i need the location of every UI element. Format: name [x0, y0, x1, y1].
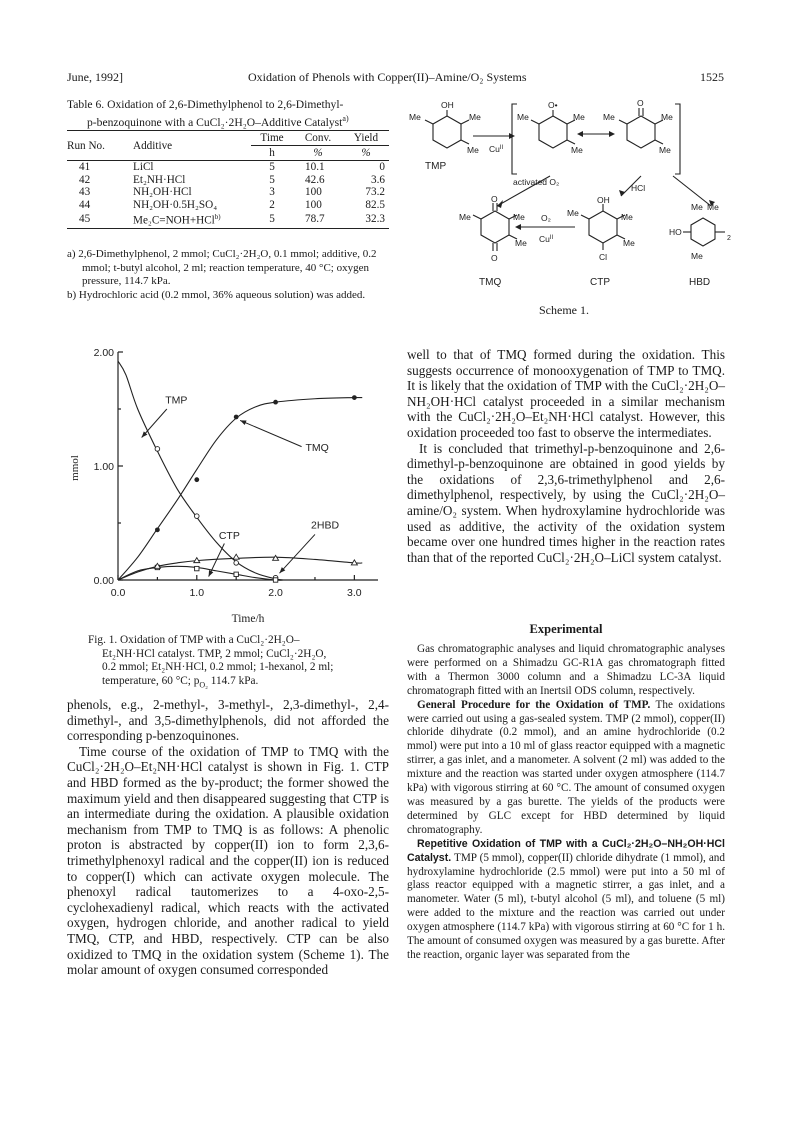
cell-conv: [293, 211, 343, 228]
fig1-caption-line: Fig. 1. Oxidation of TMP with a CuCl₂·2H₂O–: [88, 634, 300, 646]
chart-axes: [118, 352, 378, 580]
scheme-o: O: [491, 194, 498, 204]
y-axis-label: mmol: [69, 455, 81, 481]
scheme-label-tmq: TMQ: [479, 277, 502, 288]
x-tick-label: 2.0: [268, 587, 283, 599]
cell-additive: [133, 211, 251, 228]
annotation-ctp-arrowhead: [209, 570, 214, 576]
page-number: 1525: [700, 70, 724, 84]
cell-additive-text: Et₂NH·HCl: [133, 173, 186, 186]
table6-notes: [67, 248, 389, 303]
annotation-tmq: TMQ: [305, 442, 329, 455]
cell-additive-text: LiCl: [133, 161, 154, 173]
cell-time-text: 2: [269, 198, 275, 211]
cell-additive-text: NH₂OH·0.5H₂SO₄: [133, 198, 218, 211]
footnote-mark: b): [214, 213, 221, 222]
scheme-me: Me: [623, 238, 635, 248]
cell-time-text: 5: [269, 213, 275, 226]
fig1-caption-line: temperature, 60 °C; p: [102, 674, 200, 687]
cell-yield: [343, 199, 389, 212]
cell-run-text: 45: [79, 213, 91, 226]
scheme-me: Me: [571, 145, 583, 155]
cell-yield: [343, 186, 389, 199]
fig1-caption: [88, 634, 370, 692]
marker-tmq: [194, 477, 199, 482]
table6-title-line2: p-benzoquinone with a CuCl₂·2H₂O–Additive Catalyst: [87, 115, 343, 129]
cell-conv-text: 42.6: [305, 173, 325, 186]
cell-time-text: 3: [269, 186, 275, 199]
y-tick-label: 1.00: [93, 461, 114, 473]
scheme-me: Me: [515, 238, 527, 248]
scheme-me: Me: [409, 112, 421, 122]
scheme-cu: Cu: [489, 144, 500, 154]
chart-annotations: [142, 394, 340, 576]
cell-time: [251, 199, 293, 212]
table-row: [67, 161, 389, 174]
scheme-o-radical: O•: [548, 100, 558, 110]
cell-run: [67, 199, 133, 212]
cell-conv-text: 78.7: [305, 213, 325, 226]
scheme-label-tmp: TMP: [425, 161, 447, 172]
marker-ctp: [234, 572, 238, 576]
cell-yield: [343, 161, 389, 174]
cell-time: [251, 186, 293, 199]
th-time-unit: h: [269, 147, 275, 159]
cell-conv-text: 100: [305, 198, 322, 211]
experimental-subhead-repetitive: Repetitive Oxidation of TMP with a CuCl₂·2H₂O–NH₂OH·HCl Catalyst.: [407, 837, 725, 864]
scheme-cu: Cu: [539, 234, 550, 244]
scheme-me: Me: [661, 112, 673, 122]
scheme-dimer-2: 2: [727, 235, 731, 242]
cell-yield-text: 32.3: [365, 213, 385, 226]
marker-tmq: [352, 395, 357, 400]
experimental-paragraph-2: The oxidations were carried out using a gas-sealed system. TMP (2 mmol), copper(II) chloride dihydrate (0.2 mmol), and an amine hydrochloride (0.2 mmol) were put into a 10 ml of glass reactor equipped with a magnetic stirrer, a gas inlet, and a manometer. A solvent (2 ml) was added to the mixture and the reaction was started under oxygen atmosphere (114.7 kPa) with vigorous stirring at 60 °C. The amount of consumed oxygen was measured by a gas burette. The yields of the products were determined by GLC except for HBD determined by liquid chromatography.: [407, 698, 725, 836]
marker-2hbd: [233, 554, 239, 559]
experimental-paragraph-3: TMP (5 mmol), copper(II) chloride dihydrate (1 mmol), and hydroxylamine hydrochloride (2.5 mmol) were put into a 50 ml of glass reactor equipped with a magnetic stirrer, a gas inlet, and a manometer. Water (5 ml), t-butyl alcohol (5 ml), and toluene (5 ml) were added to the mixture and the reaction was carried out under oxygen atmosphere (114.7 kPa) with vigorous stirring at 60 °C for 1 h. The amount of consumed oxygen was measured by a gas burette. After the reaction, organic layer was separated from the: [407, 851, 725, 961]
scheme1-caption: Scheme 1.: [539, 303, 589, 317]
cell-additive: [133, 186, 251, 199]
x-tick-label: 0.0: [110, 587, 126, 599]
cell-additive-text: Me₂C=NOH+HCl: [133, 215, 215, 228]
scheme-cu-label: [539, 234, 554, 244]
experimental-subhead-general: General Procedure for the Oxidation of TMP.: [417, 698, 651, 711]
fig1-caption-end: 114.7 kPa.: [207, 674, 259, 687]
scheme1-diagram: [405, 96, 735, 296]
x-axis-label: Time/h: [231, 613, 265, 625]
cell-run: [67, 174, 133, 187]
cell-additive: [133, 161, 251, 174]
y-tick-label: 0.00: [93, 575, 114, 587]
cell-conv: [293, 186, 343, 199]
scheme-oh-tmp: OH: [441, 100, 454, 110]
table6-title-line1: Table 6. Oxidation of 2,6-Dimethylphenol to 2,6-Dimethyl-: [67, 98, 344, 111]
scheme-me: Me: [459, 212, 471, 222]
table6-note-a: a) 2,6-Dimethylphenol, 2 mmol; CuCl₂·2H₂O, 0.1 mmol; additive, 0.2 mmol; t-butyl alcohol, 2 ml; reaction temperature, 40 °C; oxygen pressure, 114.7 kPa.: [67, 248, 377, 288]
fig1-chart: [58, 338, 390, 628]
scheme-me: Me: [513, 212, 525, 222]
cell-time: [251, 174, 293, 187]
scheme-me: Me: [691, 202, 703, 212]
marker-2hbd: [273, 555, 279, 560]
cell-run: [67, 186, 133, 199]
scheme-me: Me: [603, 112, 615, 122]
right-paragraph-1: well to that of TMQ formed during the oxidation. This suggests occurrence of monooxygenation of TMP to TMQ. It is likely that the oxidation of TMP with the CuCl₂·2H₂O–NH₂OH·HCl catalyst proceeded in a similar mechanism with the CuCl₂·2H₂O–Et₂NH·HCl catalyst. However, this oxidation proceeded too fast to observe the intermediates.: [407, 347, 725, 440]
marker-tmp: [194, 514, 199, 519]
series-line-tmq: [118, 398, 362, 580]
table-row: [67, 186, 389, 199]
scheme-activated-o2: activated O₂: [513, 177, 560, 187]
cell-additive-text: NH₂OH·HCl: [133, 186, 192, 199]
scheme-me: Me: [659, 145, 671, 155]
scheme-o: O: [637, 98, 644, 108]
annotation-ctp: CTP: [218, 529, 240, 542]
table6-title-footnote-mark: a): [342, 114, 349, 123]
cell-yield-text: 3.6: [371, 173, 385, 186]
y-tick-label: 2.00: [93, 347, 114, 359]
series-line-tmp: [118, 361, 283, 580]
annotation-tmp: TMP: [165, 394, 188, 407]
scheme-me: Me: [567, 208, 579, 218]
marker-tmp: [234, 561, 239, 566]
th-time: Time: [251, 131, 293, 146]
left-column-body: [67, 697, 389, 978]
table6-title: [67, 98, 389, 130]
cell-run-text: 44: [79, 198, 91, 211]
marker-tmq: [234, 415, 239, 420]
cell-run-text: 41: [79, 161, 91, 173]
scheme-oh-ctp: OH: [597, 195, 610, 205]
scheme-ho: HO: [669, 227, 682, 237]
x-tick-label: 3.0: [347, 587, 362, 599]
table-row: [67, 199, 389, 212]
cell-run-text: 42: [79, 173, 91, 186]
table6: [67, 130, 389, 229]
scheme-cu-sup: II: [499, 145, 504, 151]
annotation-2hbd-pointer: [280, 534, 315, 573]
cell-time-text: 5: [269, 173, 275, 186]
scheme-cl: Cl: [599, 252, 608, 262]
scheme-me: Me: [469, 112, 481, 122]
scheme-me: Me: [573, 112, 585, 122]
scheme-me: Me: [517, 112, 529, 122]
table-row: [67, 211, 389, 228]
annotation-tmq-arrowhead: [240, 420, 246, 425]
table6-body: [67, 161, 389, 229]
cell-additive: [133, 174, 251, 187]
cell-run-text: 43: [79, 186, 91, 199]
scheme-o2: O₂: [541, 213, 551, 223]
cell-conv: [293, 174, 343, 187]
marker-tmp: [155, 447, 160, 452]
left-paragraph-1: phenols, e.g., 2-methyl-, 3-methyl-, 2,3-dimethyl-, 2,4-dimethyl-, and 3,5-dimethylphenols, did not afforded the corresponding p-benzoquinones.: [67, 697, 389, 744]
scheme-cu-label: [489, 144, 504, 154]
table6-note-b: b) Hydrochloric acid (0.2 mmol, 36% aqueous solution) was added.: [67, 289, 366, 302]
right-paragraph-2: It is concluded that trimethyl-p-benzoquinone and 2,6-dimethyl-p-benzoquinone are obtained in good yields by the oxidations of 2,3,6-trimethylphenol and 2,6-dimethylphenol, respectively, by using the CuCl₂·2H₂O–amine/O₂ system. When hydroxylamine hydrochloride was used as additive, the activity of the oxidation system became over one hundred times higher in the reaction rates than that of the reported CuCl₂·2H₂O–LiCl system catalyst.: [407, 440, 725, 565]
cell-time-text: 5: [269, 161, 275, 173]
series-line-ctp: [118, 566, 283, 580]
cell-yield: [343, 174, 389, 187]
cell-yield: [343, 211, 389, 228]
cell-additive: [133, 199, 251, 212]
annotation-tmq-pointer: [240, 420, 301, 446]
fig1-caption-line: Et₂NH·HCl catalyst. TMP, 2 mmol; CuCl₂·2H₂O,: [102, 647, 327, 660]
scheme-me: Me: [707, 202, 719, 212]
chart-curves: [118, 361, 362, 580]
cell-run: [67, 211, 133, 228]
marker-ctp: [273, 578, 277, 582]
experimental-body: [407, 643, 725, 963]
marker-tmq: [155, 527, 160, 532]
th-yield-unit: %: [361, 147, 371, 159]
experimental-heading: Experimental: [529, 622, 603, 636]
th-conv: Conv.: [293, 131, 343, 146]
experimental-paragraph-1: Gas chromatographic analyses and liquid chromatographic analyses were performed on a Shimadzu GC-R1A gas chromatograph fitted with a Thermon 3000 column and a Shimadzu LC-3A liquid chromatograph fitted with an Inertsil ODS column, respectively.: [407, 643, 725, 697]
scheme-hcl: HCl: [631, 183, 646, 193]
cell-time: [251, 211, 293, 228]
left-paragraph-2: Time course of the oxidation of TMP to TMQ with the CuCl₂·2H₂O–Et₂NH·HCl catalyst is shown in Fig. 1. CTP and HBD formed as the by-product; the former showed the maximum yield and then disappeared suggesting that CTP is an intermediate during the oxidation. A plausible oxidation mechanism from TMP to TMQ is as follows: A phenolic proton is abstracted by copper(II) ion to form 2,3,6-trimethylphenoxyl radical and the copper(II) ion is reduced to copper(I) which can activate oxygen molecule. The phenoxyl radical tautomerizes to a 4-oxo-2,5-cyclohexadienyl radical, which reacts with the activated oxygen, hydrogen chloride, and another radical to yield TMQ, CTP, and HBD, respectively. CTP can be also oxidized to TMQ in the oxidation system (Scheme 1). The molar amount of oxygen consumed corresponded: [67, 743, 389, 978]
cell-time: [251, 161, 293, 174]
scheme-label-hbd: HBD: [689, 277, 711, 288]
cell-run: [67, 161, 133, 174]
cell-conv: [293, 199, 343, 212]
scheme-o: O: [491, 253, 498, 263]
table-row: [67, 174, 389, 187]
cell-conv-text: 10.1: [305, 161, 325, 173]
fig1-caption-line: 0.2 mmol; Et₂NH·HCl, 0.2 mmol; 1-hexanol, 2 ml;: [102, 661, 334, 674]
scheme-me: Me: [621, 212, 633, 222]
th-run: Run No.: [67, 139, 105, 152]
right-column-body: [407, 347, 725, 565]
running-header-date: June, 1992]: [67, 70, 123, 84]
scheme-cu-sup: II: [549, 235, 554, 241]
scheme-me: Me: [691, 251, 703, 261]
marker-tmq: [273, 400, 278, 405]
fig1-caption-subscript: O₂: [199, 680, 208, 690]
cell-yield-text: 0: [379, 161, 385, 173]
scheme-me: Me: [467, 145, 479, 155]
th-additive: Additive: [133, 139, 173, 152]
marker-ctp: [195, 566, 199, 570]
x-tick-label: 1.0: [189, 587, 205, 599]
running-header-title: Oxidation of Phenols with Copper(II)–Amine/O₂ Systems: [248, 70, 527, 84]
th-yield: Yield: [343, 131, 389, 146]
scheme-label-ctp: CTP: [590, 277, 610, 288]
cell-yield-text: 73.2: [365, 186, 385, 199]
th-conv-unit: %: [313, 147, 323, 159]
cell-yield-text: 82.5: [365, 198, 385, 211]
cell-conv: [293, 161, 343, 174]
annotation-2hbd: 2HBD: [311, 519, 340, 532]
cell-conv-text: 100: [305, 186, 322, 199]
